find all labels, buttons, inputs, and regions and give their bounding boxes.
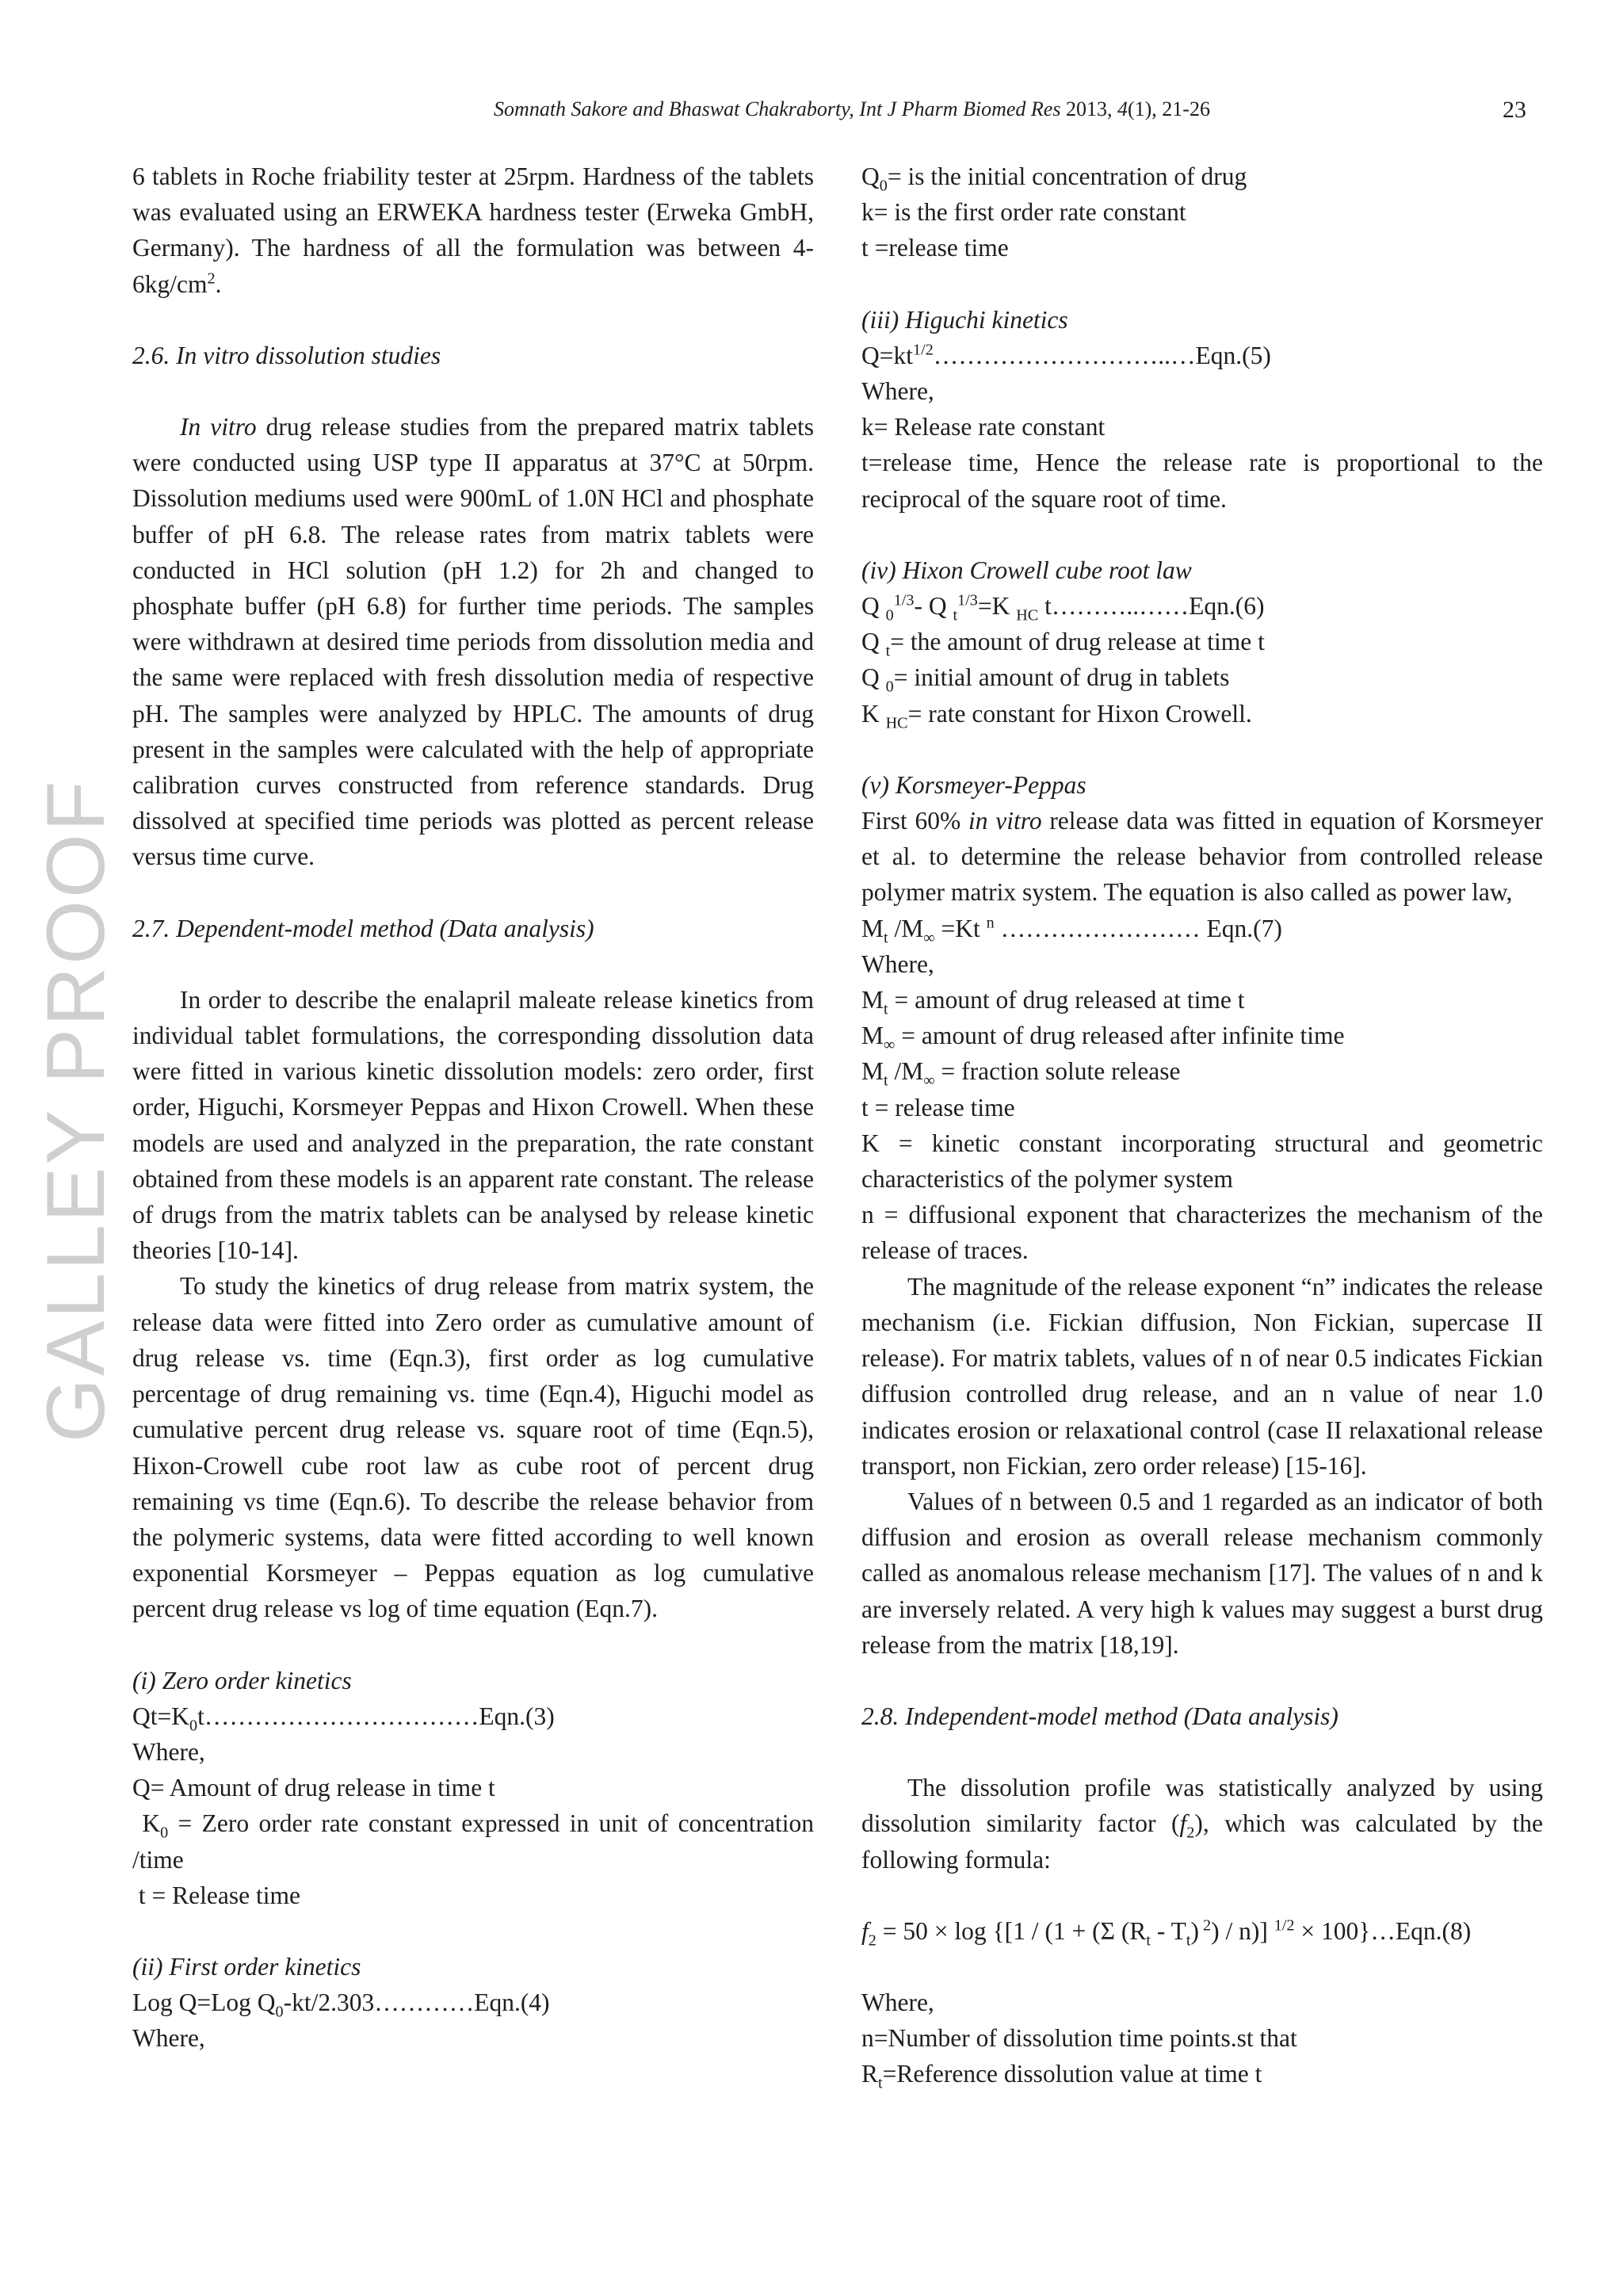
where-label: Where, — [861, 949, 934, 978]
definition-k: K = kinetic constant incorporating structural and geometric characteristics of the polymer system — [861, 1129, 1543, 1194]
right-column — [861, 159, 1543, 2092]
definition-k: k= Release rate constant — [861, 413, 1106, 441]
definition-mt: $M_t$ = amount of drug released at time t — [861, 986, 1245, 1018]
hixon-crowell-heading: (iv) Hixon Crowell cube root law — [861, 556, 1192, 584]
definition-t: t = release time — [861, 1093, 1015, 1121]
release-exponent-paragraph: The magnitude of the release exponent “n” indicates the release mechanism (i.e. Fickian diffusion, Non Fickian, supercase II release). For matrix tablets, values of n of near 0.5 indicates Fickian diffusion controlled drug release, and an n value of near 1.0 indicates erosion or relaxational control (case II relaxational release transport, non Fickian, zero order release) [15-16]. — [861, 1272, 1544, 1480]
section-2-6-heading: 2.6. In vitro dissolution studies — [132, 341, 441, 369]
definition-minf: $M_\infty$ = amount of drug released after infinite time — [861, 1022, 1345, 1054]
running-head: Somnath Sakore and Bhaswat Chakraborty, Int J Pharm Biomed Res 2013, 4(1), 21-26 — [494, 97, 1210, 120]
where-label: Where, — [132, 2024, 205, 2053]
definition-q: Q= Amount of drug release in time t — [132, 1774, 495, 1802]
definition-t: t =release time — [861, 234, 1009, 262]
kinetics-paragraph-2: To study the kinetics of drug release from matrix system, the release data were fitted into Zero order as cumulative amount of drug release vs. time (Eqn.3), first order as log cumulative percentage of drug remaining vs. time (Eqn.4), Higuchi model as cumulative percent drug release vs. square root of time (Eqn.5), Hixon-Crowell cube root law as cube root of percent drug remaining vs time (Eqn.6). To describe the release behavior from the polymeric systems, data were fitted according to well known exponential Korsmeyer – Peppas equation as log cumulative percent drug release vs log of time equation (Eqn.7). — [132, 1272, 814, 1623]
where-label: Where, — [861, 1988, 934, 2016]
equation-4: Log Q=Log $Q_0-kt/2.303\dots\dots\dots\dots Eqn.(4)$ — [132, 1988, 550, 2021]
definition-rt: $R_t=Reference$ dissolution value at time t — [861, 2060, 1262, 2092]
definition-q0: Q $_0$= initial amount of drug in tablets — [861, 663, 1230, 696]
definition-t: t=release time, Hence the release rate is proportional to the reciprocal of the square root of time. — [861, 449, 1543, 513]
definition-k0: $K_0$ = Zero order rate constant expressed in unit of concentration /time — [132, 1809, 814, 1874]
equation-7: $M_t$ $/M_\infty =Kt$ $^n$ …………………… Eqn.(7) — [861, 914, 1282, 946]
where-label: Where, — [132, 1737, 205, 1766]
definition-fraction: $M_t$ $/M_\infty$ = fraction solute release — [861, 1057, 1181, 1090]
zero-order-heading: (i) Zero order kinetics — [132, 1666, 352, 1694]
definition-n: n=Number of dissolution time points.st that — [861, 2024, 1297, 2053]
equation-8: $f_2 = 50 \times \log \{[1 / (1 + (\Sigma$ $(R_t - T_t)$ $^2$) / n)] $^{1/2}$ × 100}…Eqn.(8) — [861, 1916, 1472, 1950]
definition-q0: $Q_0=$ is the initial concentration of drug — [861, 162, 1247, 195]
where-label: Where, — [861, 377, 934, 406]
definition-n: n = diffusional exponent that characterizes the mechanism of the release of traces. — [861, 1201, 1543, 1265]
left-column — [132, 159, 814, 2057]
korsmeyer-paragraph: First 60% in vitro release data was fitted in equation of Korsmeyer et al. to determine the release behavior from controlled release polymer matrix system. The equation is also called as power law, — [861, 807, 1544, 907]
similarity-paragraph: The dissolution profile was statistically analyzed by using dissolution similarity factor $(f_2)$, which was calculated by the following formula: — [861, 1774, 1543, 1874]
first-order-heading: (ii) First order kinetics — [132, 1952, 361, 1981]
korsmeyer-peppas-heading: (v) Korsmeyer-Peppas — [861, 770, 1086, 799]
n-values-paragraph: Values of n between 0.5 and 1 regarded as an indicator of both diffusion and erosion as overall release mechanism commonly called as anomalous release mechanism [17]. The values of n and k are inversely related. A very high k values may suggest a burst drug release from the matrix [18,19]. — [861, 1487, 1543, 1659]
definition-khc: K $_{HC}$= rate constant for Hixon Crowell. — [861, 699, 1252, 732]
kinetics-paragraph-1: In order to describe the enalapril maleate release kinetics from individual tablet formulations, the corresponding dissolution data were fitted in various kinetic dissolution models: zero order, first order, Higuchi, Korsmeyer Peppas and Hixon Crowell. When these models are used and analyzed in the preparation, the rate constant obtained from these models is an apparent rate constant. The release of drugs from the matrix tablets can be analysed by release kinetic theories [10-14]. — [132, 985, 814, 1265]
hardness-paragraph: 6 tablets in Roche friability tester at 25rpm. Hardness of the tablets was evaluated using an ERWEKA hardness tester (Erweka GmbH, Germany). The hardness of all the formulation was between $4-6kg/cm^2$. — [132, 162, 814, 298]
section-2-7-heading: 2.7. Dependent-model method (Data analysis) — [132, 914, 594, 942]
definition-qt: Q $_t$= the amount of drug release at time t — [861, 628, 1265, 660]
dissolution-paragraph: In vitro drug release studies from the prepared matrix tablets were conducted using USP type II apparatus at 37°C at 50rpm. Dissolution mediums used were 900mL of 1.0N HCl and phosphate buffer of pH 6.8. The release rates from matrix tablets were conducted in HCl solution (pH 1.2) for 2h and changed to phosphate buffer (pH 6.8) for further time periods. The samples were withdrawn at desired time periods from dissolution media and the same were replaced with fresh dissolution media of respective pH. The samples were analyzed by HPLC. The amounts of drug present in the samples were calculated with the help of appropriate calibration curves constructed from reference standards. Drug dissolved at specified time periods was plotted as percent release versus time curve. — [132, 413, 814, 871]
equation-3: $Qt=K_0t\dots\dots\dots\dots\dots\dots\dots\dots\dots\dots\dots Eqn.(3)$ — [132, 1702, 555, 1735]
section-2-8-heading: 2.8. Independent-model method (Data analysis) — [861, 1702, 1338, 1730]
equation-5: $Q=kt^{1/2}\dots\dots\dots\dots\dots\dots\dots\dots\dots..\dots Eqn.(5)$ — [861, 341, 1271, 369]
galley-proof-watermark: GALLEY PROOF — [30, 778, 122, 1442]
definition-t: t = Release time — [132, 1881, 300, 1909]
page-number: 23 — [1503, 97, 1526, 123]
definition-k: k= is the first order rate constant — [861, 198, 1186, 227]
higuchi-heading: (iii) Higuchi kinetics — [861, 305, 1068, 334]
equation-6: Q $_0^{1/3}$- Q $_t^{1/3}$=K $_{HC}$ t………..……Eqn.(6) — [861, 591, 1265, 625]
